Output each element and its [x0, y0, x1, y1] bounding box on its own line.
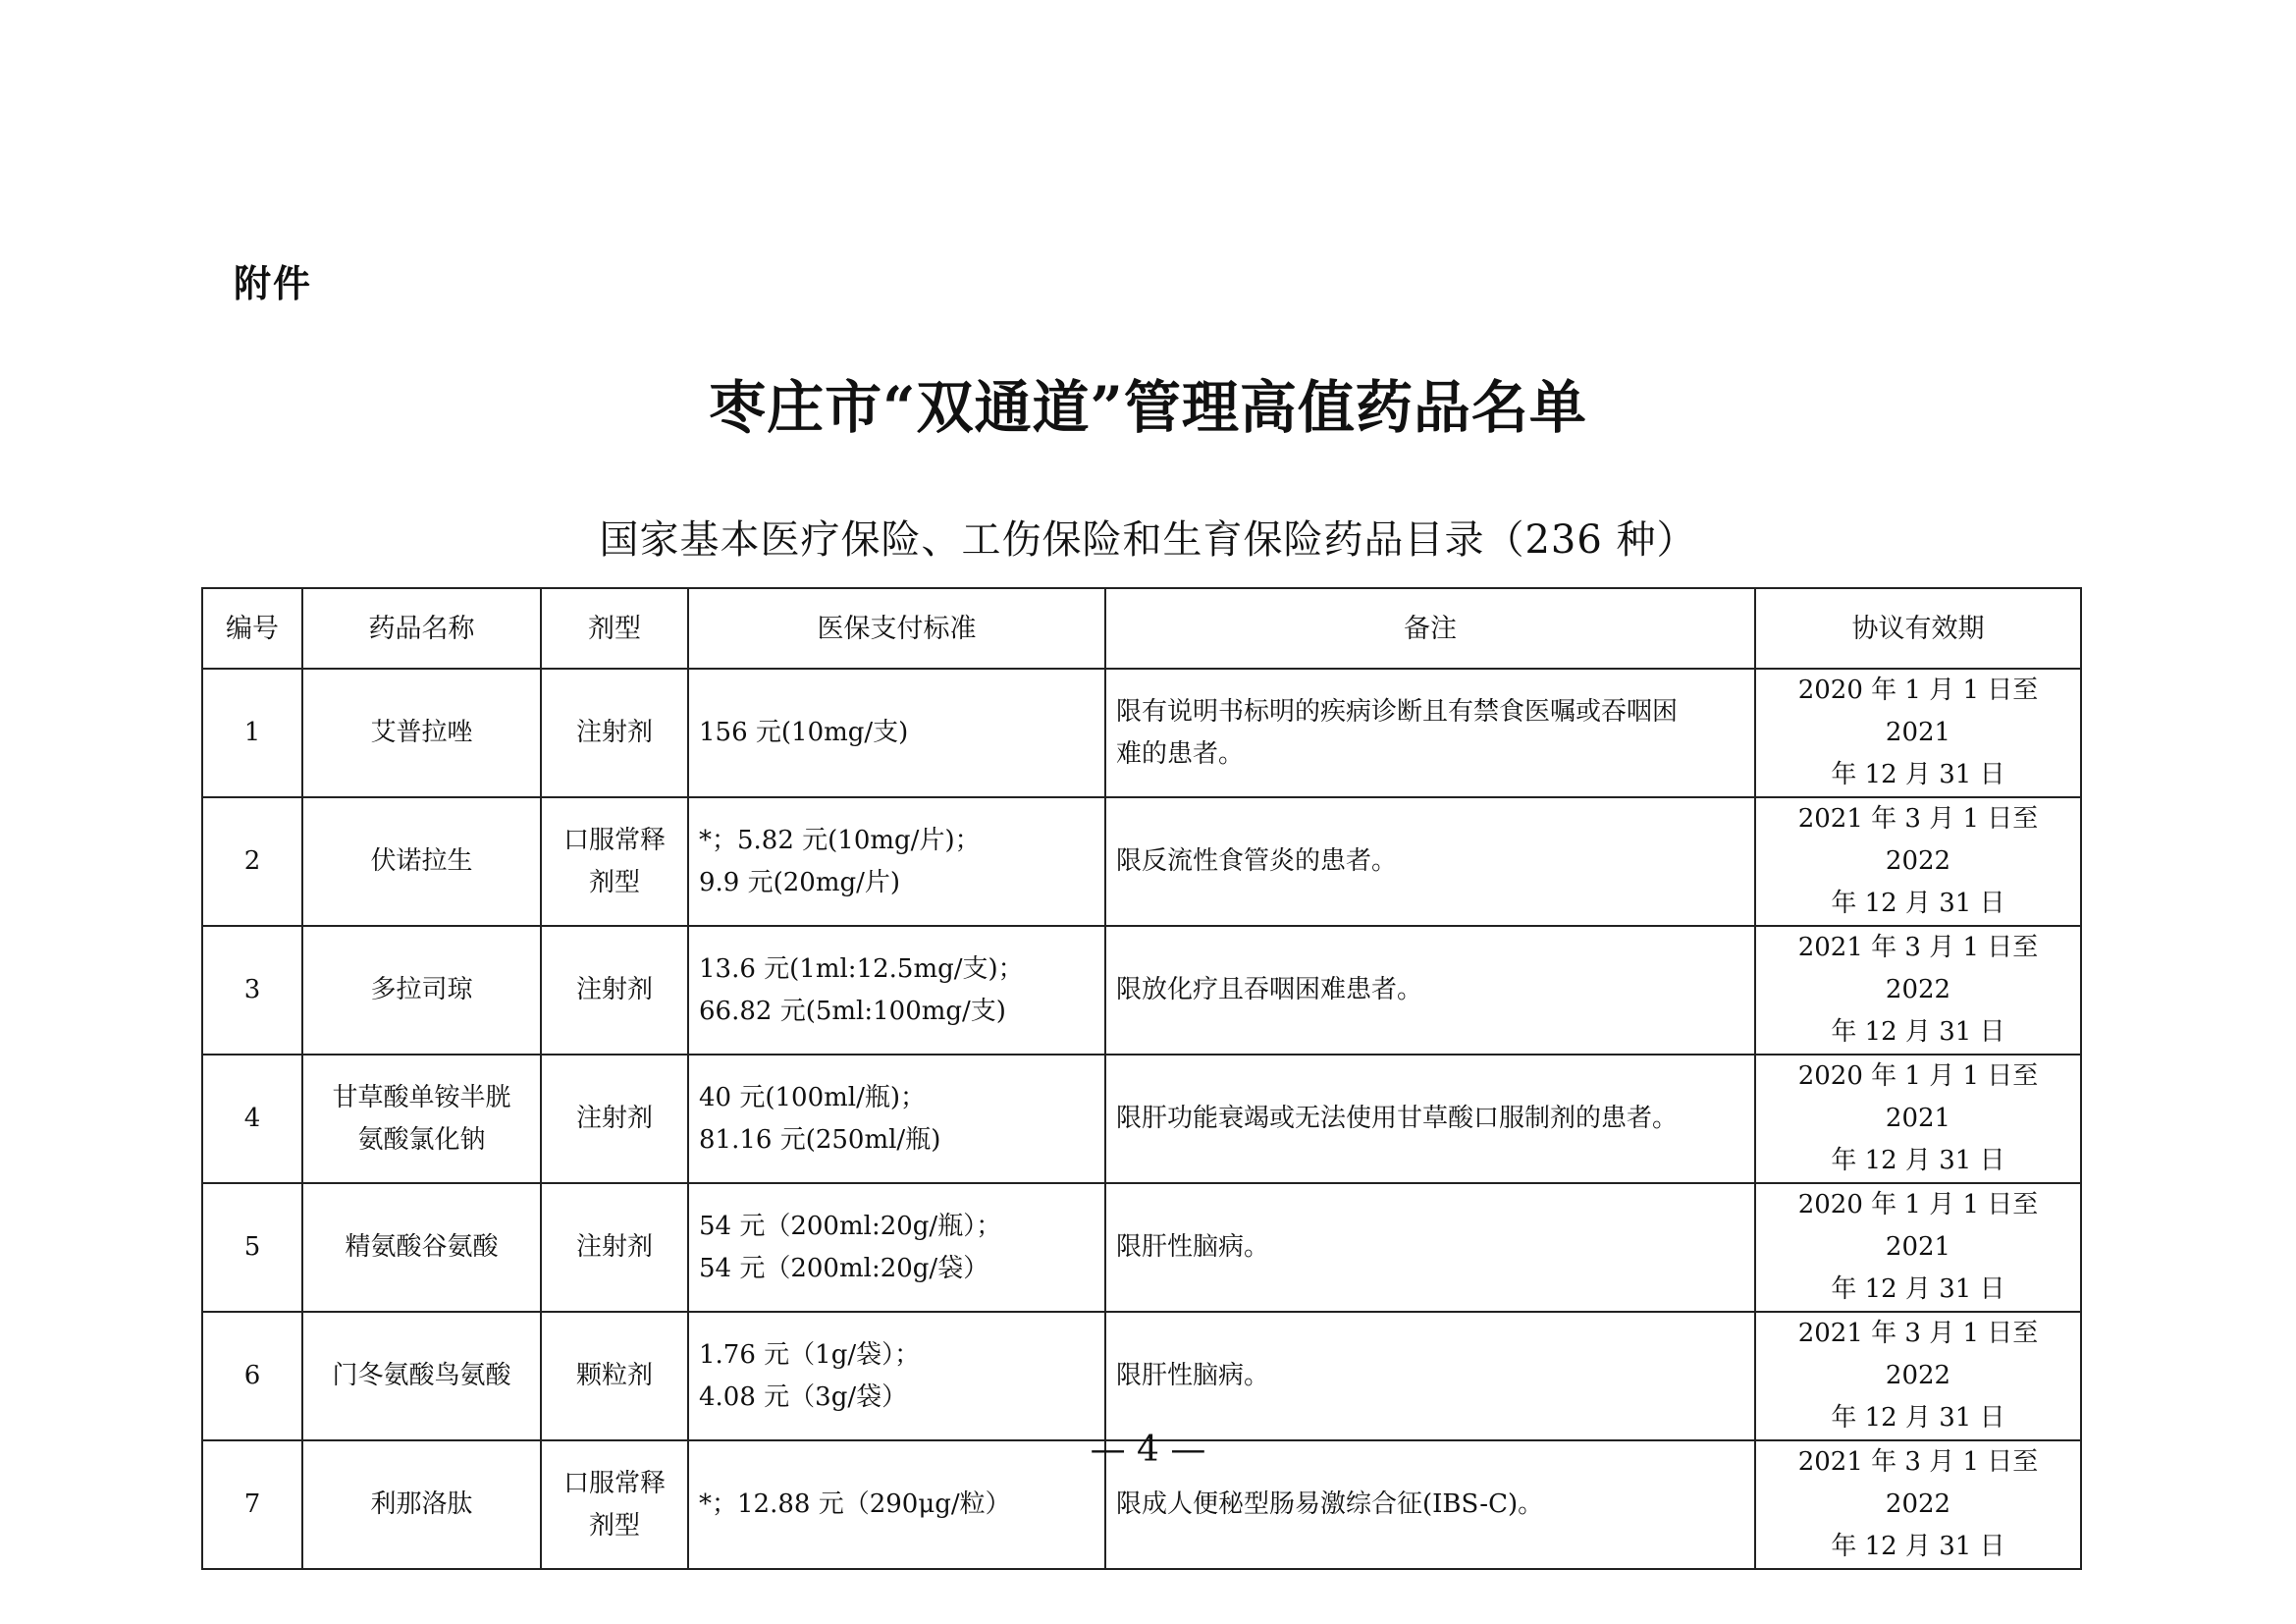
- cell-payment-standard-line: 1.76 元（1g/袋）；: [699, 1339, 921, 1370]
- cell-remark: [1105, 797, 1755, 926]
- cell-remark-line: 限反流性食管炎的患者。: [1116, 846, 1398, 876]
- cell-agreement-period: [1755, 669, 2081, 797]
- cell-agreement-period-line: 2021 年 3 月 1 日至 2022: [1797, 1319, 2039, 1390]
- cell-agreement-period: [1755, 1312, 2081, 1440]
- page-title: 枣庄市“双通道”管理高值药品名单: [709, 374, 1587, 441]
- cell-dosage-form: [541, 1055, 688, 1183]
- table-row: [202, 1055, 2081, 1183]
- cell-remark: [1105, 1183, 1755, 1312]
- cell-drug-name-line: 伏诺拉生: [370, 846, 473, 876]
- cell-dosage-form: [541, 926, 688, 1055]
- header-agreement-period: 协议有效期: [1755, 588, 2081, 669]
- cell-remark-line: 限放化疗且吞咽困难患者。: [1116, 975, 1423, 1004]
- header-drug-name: 药品名称: [302, 588, 541, 669]
- cell-drug-name: [302, 1312, 541, 1440]
- header-remark: 备注: [1105, 588, 1755, 669]
- table-row: [202, 1183, 2081, 1312]
- cell-payment-standard: [688, 1183, 1105, 1312]
- cell-remark-line: 限有说明书标明的疾病诊断且有禁食医嘱或吞咽困: [1116, 696, 1679, 727]
- cell-drug-name: [302, 926, 541, 1055]
- cell-number: 1: [202, 669, 302, 797]
- table-row: [202, 797, 2081, 926]
- cell-agreement-period-line: 年 12 月 31 日: [1831, 1274, 2005, 1304]
- cell-agreement-period-line: 2020 年 1 月 1 日至 2021: [1797, 676, 2039, 747]
- cell-remark: [1105, 926, 1755, 1055]
- cell-number: 4: [202, 1055, 302, 1183]
- cell-remark-line: 限肝性脑病。: [1116, 1361, 1270, 1390]
- attachment-label: 附件: [234, 262, 313, 305]
- cell-payment-standard-line: 13.6 元(1ml:12.5mg/支)；: [699, 953, 1024, 984]
- cell-dosage-form: [541, 1183, 688, 1312]
- cell-payment-standard: [688, 797, 1105, 926]
- cell-agreement-period-line: 2021 年 3 月 1 日至 2022: [1797, 804, 2039, 876]
- table-row: [202, 926, 2081, 1055]
- cell-agreement-period-line: 年 12 月 31 日: [1831, 889, 2005, 918]
- header-dosage-form: 剂型: [541, 588, 688, 669]
- table-header-row: [202, 588, 2081, 669]
- catalog-subtitle: 国家基本医疗保险、工伤保险和生育保险药品目录（236 种）: [599, 517, 1697, 563]
- cell-dosage-form-line: 剂型: [588, 1510, 640, 1541]
- header-payment-standard: 医保支付标准: [688, 588, 1105, 669]
- cell-payment-standard: [688, 1055, 1105, 1183]
- cell-drug-name-line: 氨酸氯化钠: [357, 1124, 486, 1155]
- cell-payment-standard-line: 4.08 元（3g/袋）: [699, 1381, 908, 1412]
- cell-payment-standard-line: 54 元（200ml:20g/瓶）；: [699, 1211, 1002, 1241]
- cell-agreement-period-line: 2021 年 3 月 1 日至 2022: [1797, 1447, 2039, 1519]
- cell-agreement-period-line: 年 12 月 31 日: [1831, 1146, 2005, 1175]
- cell-number: 2: [202, 797, 302, 926]
- cell-payment-standard-line: 40 元(100ml/瓶)；: [699, 1082, 926, 1112]
- cell-payment-standard: [688, 926, 1105, 1055]
- cell-drug-name: [302, 1183, 541, 1312]
- cell-remark: [1105, 1055, 1755, 1183]
- cell-remark: [1105, 669, 1755, 797]
- cell-remark-line: 限成人便秘型肠易激综合征(IBS-C)。: [1116, 1489, 1544, 1519]
- cell-drug-name-line: 多拉司琼: [370, 975, 473, 1004]
- cell-agreement-period-line: 年 12 月 31 日: [1831, 1017, 2005, 1047]
- cell-agreement-period: [1755, 926, 2081, 1055]
- cell-payment-standard-line: 54 元（200ml:20g/袋）: [699, 1253, 989, 1283]
- cell-payment-standard: [688, 669, 1105, 797]
- cell-agreement-period: [1755, 1055, 2081, 1183]
- cell-remark: [1105, 1312, 1755, 1440]
- cell-agreement-period-line: 2020 年 1 月 1 日至 2021: [1797, 1190, 2039, 1262]
- cell-drug-name-line: 甘草酸单铵半胱: [332, 1082, 511, 1112]
- page-number: — 4 —: [1090, 1430, 1206, 1470]
- cell-number: 7: [202, 1440, 302, 1569]
- cell-drug-name-line: 艾普拉唑: [370, 718, 473, 747]
- cell-number: 6: [202, 1312, 302, 1440]
- cell-dosage-form-line: 注射剂: [575, 1232, 653, 1262]
- header-number: 编号: [202, 588, 302, 669]
- cell-agreement-period: [1755, 797, 2081, 926]
- cell-agreement-period-line: 年 12 月 31 日: [1831, 1403, 2005, 1433]
- cell-remark-line: 难的患者。: [1116, 738, 1245, 769]
- drug-table: [201, 587, 2082, 1570]
- cell-payment-standard-line: 156 元(10mg/支): [699, 718, 909, 747]
- cell-payment-standard-line: *；5.82 元(10mg/片)；: [699, 825, 981, 855]
- cell-dosage-form-line: 颗粒剂: [575, 1361, 653, 1390]
- table-row: [202, 669, 2081, 797]
- cell-dosage-form: [541, 1312, 688, 1440]
- cell-dosage-form-line: 注射剂: [575, 975, 653, 1004]
- cell-number: 3: [202, 926, 302, 1055]
- cell-dosage-form-line: 注射剂: [575, 718, 653, 747]
- cell-remark-line: 限肝性脑病。: [1116, 1232, 1270, 1262]
- cell-payment-standard-line: *；12.88 元（290μg/粒）: [699, 1489, 1011, 1519]
- cell-agreement-period-line: 年 12 月 31 日: [1831, 760, 2005, 789]
- cell-agreement-period-line: 2021 年 3 月 1 日至 2022: [1797, 933, 2039, 1004]
- cell-agreement-period-line: 年 12 月 31 日: [1831, 1532, 2005, 1561]
- cell-payment-standard: [688, 1312, 1105, 1440]
- cell-drug-name-line: 精氨酸谷氨酸: [345, 1232, 499, 1262]
- cell-dosage-form-line: 剂型: [588, 867, 640, 897]
- cell-number: 5: [202, 1183, 302, 1312]
- cell-payment-standard-line: 66.82 元(5ml:100mg/支): [699, 996, 1006, 1026]
- cell-agreement-period: [1755, 1183, 2081, 1312]
- cell-dosage-form: [541, 797, 688, 926]
- cell-remark-line: 限肝功能衰竭或无法使用甘草酸口服制剂的患者。: [1116, 1104, 1679, 1133]
- cell-payment-standard-line: 9.9 元(20mg/片): [699, 867, 901, 897]
- cell-dosage-form-line: 注射剂: [575, 1104, 653, 1133]
- cell-agreement-period-line: 2020 年 1 月 1 日至 2021: [1797, 1061, 2039, 1133]
- cell-dosage-form: [541, 669, 688, 797]
- cell-drug-name: [302, 1055, 541, 1183]
- cell-drug-name-line: 门冬氨酸鸟氨酸: [332, 1361, 511, 1390]
- cell-dosage-form-line: 口服常释: [562, 1468, 666, 1498]
- cell-drug-name-line: 利那洛肽: [370, 1489, 473, 1519]
- table-row: [202, 1312, 2081, 1440]
- cell-drug-name: [302, 669, 541, 797]
- cell-drug-name: [302, 797, 541, 926]
- cell-dosage-form-line: 口服常释: [562, 825, 666, 855]
- cell-payment-standard-line: 81.16 元(250ml/瓶): [699, 1124, 941, 1155]
